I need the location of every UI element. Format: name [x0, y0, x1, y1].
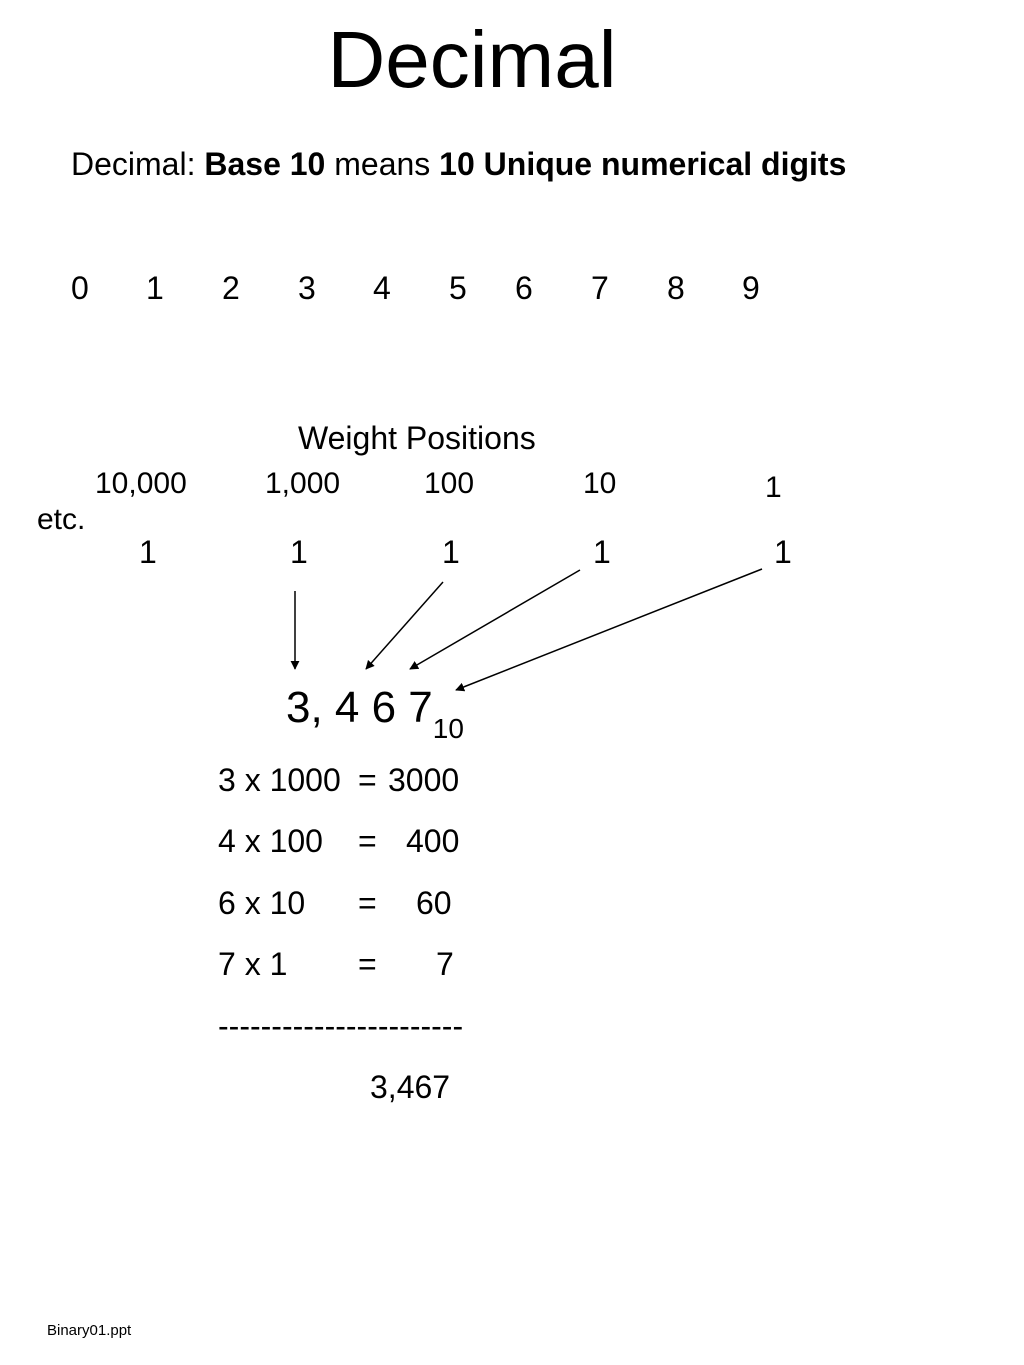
subtitle-prefix: Decimal: [71, 146, 205, 182]
digit: 6 [515, 270, 533, 306]
digit: 7 [591, 270, 609, 306]
digit: 2 [222, 270, 240, 306]
calc-result: 400 [406, 823, 460, 859]
digit: 3 [298, 270, 316, 306]
weight-label: 10,000 [95, 467, 187, 500]
calc-result: 7 [436, 946, 454, 982]
weight-label: 10 [583, 467, 617, 500]
digit: 4 [373, 270, 391, 306]
calc-total: 3,467 [370, 1069, 451, 1105]
weight-label: 100 [424, 467, 475, 500]
calc-equals: = [358, 762, 377, 798]
subtitle-base: Base 10 [204, 146, 326, 182]
digit: 9 [742, 270, 760, 306]
subtitle-digits: 10 Unique numerical digits [439, 146, 847, 182]
calc-equals: = [358, 823, 377, 859]
digit: 8 [667, 270, 685, 306]
weight-label: 1,000 [265, 467, 341, 500]
weight-positions-title: Weight Positions [298, 420, 536, 456]
arrow [410, 570, 580, 669]
calc-expression: 3 x 1000 [218, 762, 341, 798]
digit-one: 1 [290, 534, 308, 570]
footer-filename: Binary01.ppt [47, 1322, 132, 1339]
etc-label: etc. [37, 503, 86, 536]
calc-separator: ----------------------- [218, 1008, 464, 1044]
calc-expression: 6 x 10 [218, 885, 306, 921]
calc-equals: = [358, 885, 377, 921]
digit-one: 1 [593, 534, 611, 570]
calc-equals: = [358, 946, 377, 982]
subtitle-middle: means [325, 146, 440, 182]
digit: 1 [146, 270, 164, 306]
decimal-number [286, 683, 464, 744]
arrow [456, 569, 762, 690]
calc-result: 3000 [388, 762, 460, 798]
digit-one: 1 [774, 534, 792, 570]
calc-expression: 7 x 1 [218, 946, 288, 982]
calc-expression: 4 x 100 [218, 823, 323, 859]
digit: 5 [449, 270, 467, 306]
number-value: 3, 4 6 7 [286, 683, 433, 732]
number-base-subscript: 10 [432, 713, 464, 744]
weight-label: 1 [765, 471, 782, 504]
digit: 0 [71, 270, 89, 306]
calc-result: 60 [416, 885, 452, 921]
digit-one: 1 [442, 534, 460, 570]
digit-one: 1 [139, 534, 157, 570]
slide-title: Decimal [327, 15, 617, 104]
